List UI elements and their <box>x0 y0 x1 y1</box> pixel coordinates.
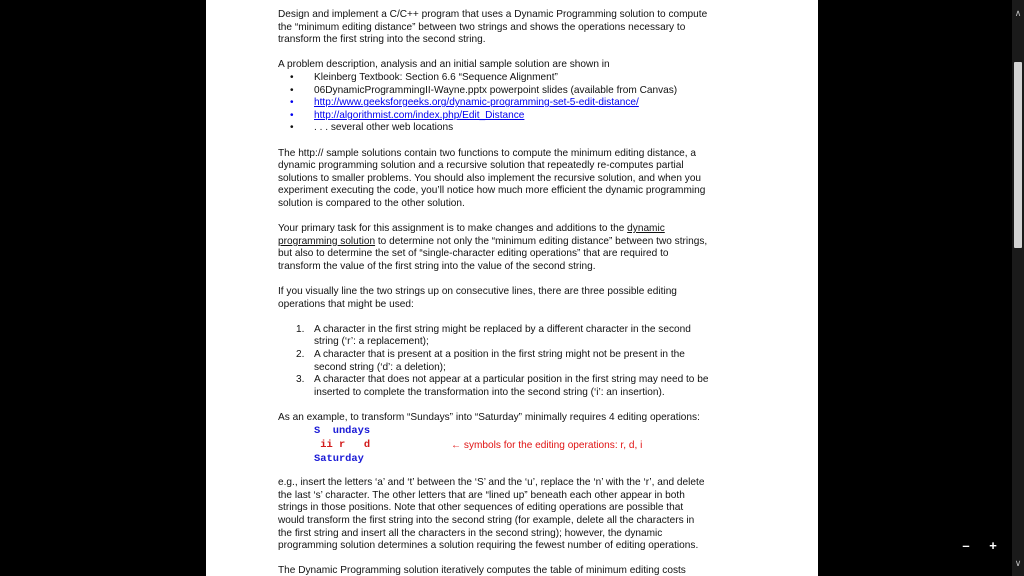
text-line: Design and implement a C/C++ program that uses a Dynamic Programming solution to compute <box>278 9 708 20</box>
resources-list <box>278 72 750 135</box>
list-item: • Kleinberg Textbook: Section 6.6 “Sequence Alignment” <box>278 72 750 85</box>
list-item <box>278 324 750 349</box>
geeksforgeeks-link[interactable]: • http://www.geeksforgeeks.org/dynamic-programming-set-5-edit-distance/ <box>278 97 750 110</box>
source-string: S undays <box>314 424 371 437</box>
samples-paragraph <box>278 148 750 211</box>
dynamic-programming-term: dynamic <box>627 223 665 235</box>
intro-paragraph <box>278 9 750 47</box>
item-number: 3. <box>296 374 305 386</box>
text-line: inserted to complete the transformation into the second string (‘i’: an insertion). <box>314 386 665 398</box>
resources-heading: A problem description, analysis and an initial sample solution are shown in <box>278 59 610 71</box>
list-item <box>278 374 750 399</box>
text-line: transform the first string into the second string. <box>278 34 486 46</box>
text-line: would transform the first string into the second string (for example, delete all the characters in <box>278 514 695 526</box>
text-line: the “minimum editing distance” between two strings and shows the operations necessary to <box>278 21 686 33</box>
text-line: the last ‘s’ character. The other letters that are “lined up” beneath each other appear in both <box>278 489 685 501</box>
text-line: strings in those positions. Note that other sequences of editing operations are possible that <box>278 502 684 514</box>
scroll-thumb[interactable] <box>1014 62 1022 248</box>
text-line: string (‘r’: a replacement); <box>314 336 429 348</box>
text-line: the first string and insert all the characters in the second string); however, the dynamic <box>278 527 663 539</box>
zoom-in-button[interactable]: + <box>989 538 997 553</box>
text-line: second string (‘d’: a deletion); <box>314 361 446 373</box>
text-line: but also to determine the set of “single-character editing operations” that are required to <box>278 248 669 260</box>
text-line: programming solution determines a solution requiring the fewest number of editing operations. <box>278 540 699 552</box>
example-intro: As an example, to transform “Sundays” into “Saturday” minimally requires 4 editing operations: <box>278 412 700 423</box>
text-line: The http:// sample solutions contain two functions to compute the minimum editing distance, a <box>278 147 696 159</box>
text-line: e.g., insert the letters ‘a’ and ‘t’ between the ‘S’ and the ‘u’, replace the ‘n’ with the ‘r’, and delete <box>278 477 705 489</box>
text-line: A character in the first string might be replaced by a different character in the second <box>314 323 691 335</box>
text-segment: to determine not only the “minimum editing distance” between two strings, <box>375 235 708 247</box>
text-line <box>278 223 750 236</box>
text-line: experiment executing the code, you’ll notice how much more efficient the dynamic programming <box>278 185 706 197</box>
lineup-paragraph <box>278 286 750 311</box>
cutoff-text-line: The Dynamic Programming solution iteratively computes the table of minimum editing costs <box>278 565 686 576</box>
document-page <box>206 0 818 576</box>
algorithmist-link[interactable]: • http://algorithmist.com/index.php/Edit_Distance <box>278 110 750 123</box>
item-number: 1. <box>296 323 305 335</box>
operations-annotation: ← symbols for the editing operations: r, d, i <box>451 439 643 451</box>
target-string: Saturday <box>314 452 364 465</box>
list-item: • . . . several other web locations <box>278 122 750 135</box>
scroll-down-arrow-icon[interactable]: ∨ <box>1014 558 1022 568</box>
text-line: If you visually line the two strings up on consecutive lines, there are three possible editing <box>278 286 677 298</box>
explanation-paragraph <box>278 477 750 553</box>
scroll-up-arrow-icon[interactable]: ∧ <box>1014 8 1022 18</box>
operations-list <box>278 324 750 400</box>
text-line <box>278 236 750 249</box>
edit-example <box>278 425 750 465</box>
task-paragraph <box>278 223 750 273</box>
zoom-out-button[interactable]: – <box>962 538 970 553</box>
vertical-scrollbar[interactable] <box>1012 0 1024 576</box>
item-number: 2. <box>296 349 305 361</box>
operation-symbols: ii r d <box>314 438 371 451</box>
list-item <box>278 349 750 374</box>
document-content <box>278 9 750 576</box>
dynamic-programming-term: programming solution <box>278 235 376 247</box>
text-line: A character that is present at a position in the first string might not be present in the <box>314 349 685 361</box>
text-line: operations that might be used: <box>278 298 414 310</box>
text-line: solution is compared to the other solution. <box>278 197 465 209</box>
text-line: transform the value of the first string into the value of the second string. <box>278 260 596 272</box>
list-item: • 06DynamicProgrammingII-Wayne.pptx powerpoint slides (available from Canvas) <box>278 85 750 98</box>
text-line: A character that does not appear at a particular position in the first string may need to be <box>314 374 709 386</box>
resources-section <box>278 59 750 135</box>
text-line: dynamic programming solution and a recursive solution that repeatedly re-computes partial <box>278 160 684 172</box>
text-segment: Your primary task for this assignment is to make changes and additions to the <box>278 223 628 235</box>
text-line: solutions to smaller problems. You should also implement the recursive solution, and when you <box>278 172 702 184</box>
